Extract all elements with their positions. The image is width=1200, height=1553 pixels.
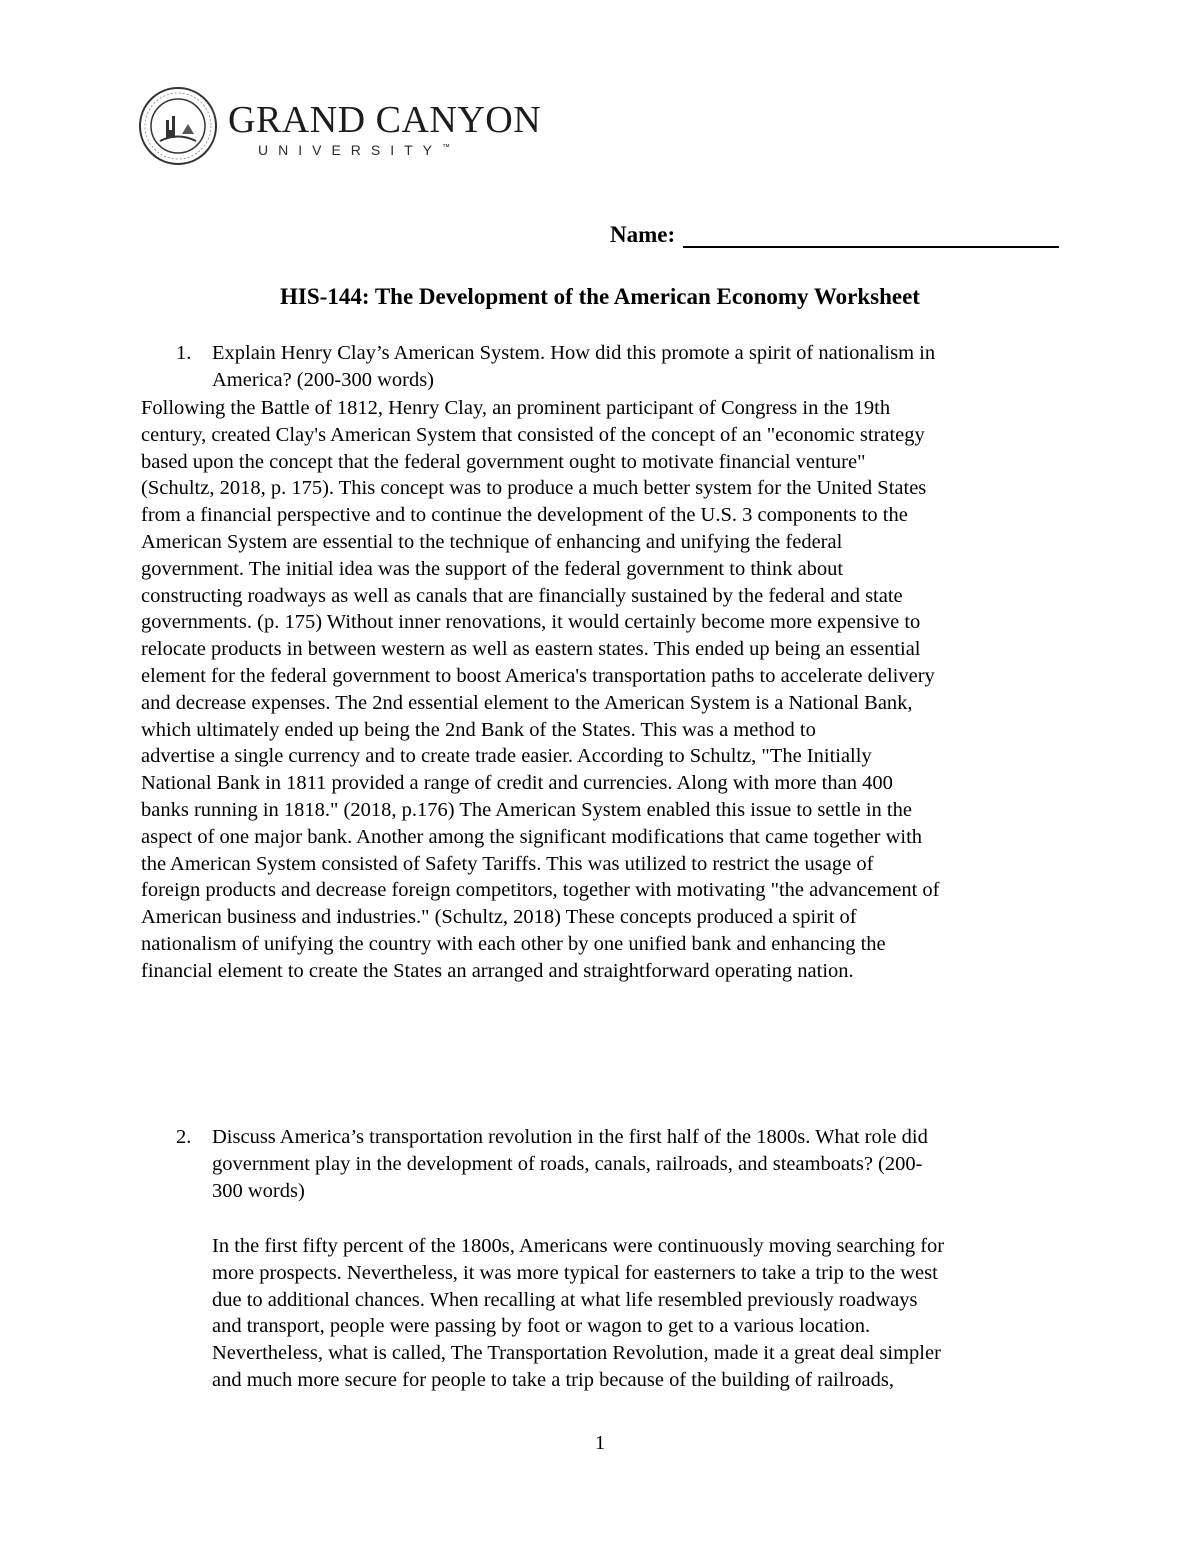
question-line: government play in the development of roads, canals, railroads, and steamboats? (200- — [212, 1152, 923, 1175]
answer-2 — [212, 1233, 1082, 1394]
question-line: 300 words) — [212, 1179, 305, 1202]
name-field — [610, 222, 1059, 248]
answer-line: financial element to create the States an arranged and straightforward operating nation. — [141, 959, 854, 982]
answer-line: from a financial perspective and to continue the development of the U.S. 3 components to the — [141, 504, 908, 527]
answer-line: based upon the concept that the federal government ought to motivate financial venture" — [141, 450, 866, 473]
question-line: Explain Henry Clay’s American System. How did this promote a spirit of nationalism in — [212, 342, 936, 364]
logo-name: GRAND CANYON — [228, 99, 542, 141]
university-seal-icon — [138, 86, 218, 166]
answer-line: advertise a single currency and to create trade easier. According to Schultz, "The Initially — [141, 745, 872, 768]
answer-line: (Schultz, 2018, p. 175). This concept was to produce a much better system for the United States — [141, 477, 927, 500]
logo-subtitle: UNIVERSITY — [258, 142, 443, 158]
answer-line: banks running in 1818." (2018, p.176) The American System enabled this issue to settle in the — [141, 798, 912, 821]
question-text — [212, 1124, 1076, 1204]
question-number: 2. — [176, 1126, 192, 1148]
answer-line: the American System consisted of Safety Tariffs. This was utilized to restrict the usage of — [141, 852, 874, 875]
answer-line: which ultimately ended up being the 2nd Bank of the States. This was a method to — [141, 718, 816, 741]
answer-line: and much more secure for people to take a trip because of the building of railroads, — [212, 1368, 894, 1391]
answer-line: governments. (p. 175) Without inner renovations, it would certainly become more expensive to — [141, 611, 921, 634]
university-logo: GRAND CANYON UNIVERSITY™ — [138, 86, 518, 166]
page-number: 1 — [595, 1432, 605, 1454]
answer-line: National Bank in 1811 provided a range of credit and currencies. Along with more than 400 — [141, 772, 893, 795]
answer-line: Following the Battle of 1812, Henry Clay, an prominent participant of Congress in the 19th — [141, 397, 891, 419]
answer-line: constructing roadways as well as canals that are financially sustained by the federal and state — [141, 584, 903, 607]
answer-line: due to additional chances. When recalling at what life resembled previously roadways — [212, 1288, 918, 1311]
answer-line: and transport, people were passing by foot or wagon to get to a various location. — [212, 1315, 871, 1338]
answer-line: American System are essential to the technique of enhancing and unifying the federal — [141, 530, 843, 553]
answer-line: aspect of one major bank. Another among the significant modifications that came together with — [141, 825, 923, 848]
question-number: 1. — [176, 342, 192, 364]
answer-line: century, created Clay's American System that consisted of the concept of an "economic strategy — [141, 423, 925, 446]
answer-line: In the first fifty percent of the 1800s, Americans were continuously moving searching for — [212, 1235, 945, 1257]
answer-line: nationalism of unifying the country with each other by one unified bank and enhancing the — [141, 932, 886, 955]
question-line: Discuss America’s transportation revolution in the first half of the 1800s. What role did — [212, 1126, 928, 1148]
answer-line: Nevertheless, what is called, The Transportation Revolution, made it a great deal simpler — [212, 1342, 941, 1365]
answer-line: and decrease expenses. The 2nd essential element to the American System is a National Bank, — [141, 691, 913, 714]
answer-line: government. The initial idea was the support of the federal government to think about — [141, 557, 844, 580]
answer-line: element for the federal government to boost America's transportation paths to accelerate delivery — [141, 664, 935, 687]
name-label: Name: — [610, 222, 676, 247]
answer-line: more prospects. Nevertheless, it was more typical for easterners to take a trip to the west — [212, 1261, 938, 1284]
name-blank-line[interactable] — [683, 226, 1059, 248]
answer-line: relocate products in between western as well as eastern states. This ended up being an essential — [141, 638, 921, 661]
question-text — [212, 340, 1076, 394]
answer-1 — [141, 395, 1081, 985]
answer-line: foreign products and decrease foreign competitors, together with motivating "the advancement of — [141, 879, 940, 902]
worksheet-title: HIS-144: The Development of the American Economy Worksheet — [280, 284, 920, 309]
answer-line: American business and industries." (Schultz, 2018) These concepts produced a spirit of — [141, 906, 857, 929]
question-line: America? (200-300 words) — [212, 368, 435, 391]
